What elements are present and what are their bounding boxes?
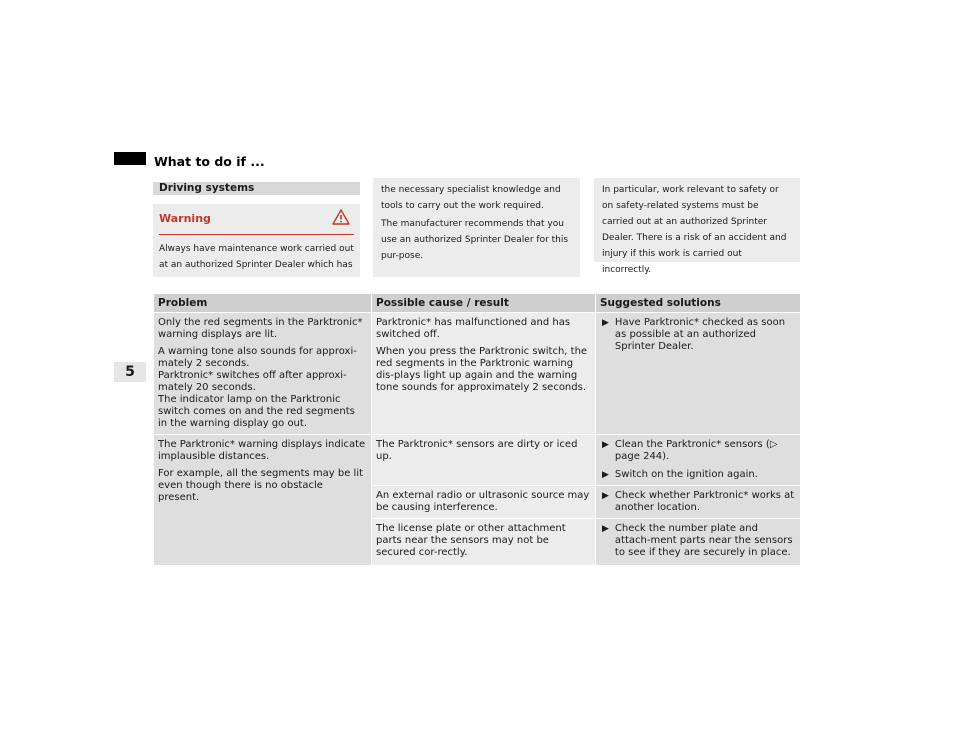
warning-divider bbox=[159, 234, 354, 235]
solution-item bbox=[602, 523, 796, 559]
solution-item bbox=[602, 439, 796, 463]
info-box-safety bbox=[594, 178, 800, 275]
problem-text: The Parktronic* warning displays indicate implausible distances. bbox=[158, 439, 366, 462]
solution-cell bbox=[596, 486, 801, 519]
arrow-bullet-icon: ▶ bbox=[602, 318, 609, 328]
problem-text: A warning tone also sounds for approxi-mately 2 seconds. Parktronic* switches off after approxi-mately 20 seconds. The indicator lamp on the Parktronic switch comes on and the red segments in the warning display go out. bbox=[158, 346, 357, 429]
info-paragraph: The manufacturer recommends that you use an authorized Sprinter Dealer for this pur-pose. bbox=[381, 219, 569, 261]
info-box-continued bbox=[373, 178, 580, 277]
info-paragraph: the necessary specialist knowledge and tools to carry out the work required. bbox=[381, 185, 561, 211]
arrow-bullet-icon: ▶ bbox=[602, 440, 609, 450]
solution-text: Clean the Parktronic* sensors (▷ page 244). bbox=[614, 439, 778, 462]
cause-text: When you press the Parktronic switch, the red segments in the Parktronic warning dis-plays light up again and the warning tone sounds for approximately 2 seconds. bbox=[376, 346, 588, 393]
solution-cell bbox=[596, 435, 801, 486]
solution-item bbox=[602, 469, 796, 481]
warning-title: Warning bbox=[159, 212, 211, 225]
cause-text: The Parktronic* sensors are dirty or iced up. bbox=[376, 439, 578, 462]
problem-text: For example, all the segments may be lit even though there is no obstacle present. bbox=[158, 468, 364, 503]
solution-cell bbox=[596, 519, 801, 566]
column-header-solutions: Suggested solutions bbox=[596, 294, 801, 313]
cause-cell bbox=[372, 313, 596, 435]
cause-cell bbox=[372, 435, 596, 486]
solution-text: Check whether Parktronic* works at another location. bbox=[614, 490, 795, 513]
solution-item bbox=[602, 317, 796, 353]
column-header-cause: Possible cause / result bbox=[372, 294, 596, 313]
info-paragraph: In particular, work relevant to safety or on safety-related systems must be carried out at an authorized Sprinter Dealer. There is a risk of an accident and injury if this work is carried out incorrectly. bbox=[602, 185, 787, 275]
cause-text: Parktronic* has malfunctioned and has switched off. bbox=[376, 317, 571, 340]
problem-text: Only the red segments in the Parktronic* warning displays are lit. bbox=[158, 317, 363, 340]
solution-item bbox=[602, 490, 796, 514]
table-row bbox=[154, 313, 801, 435]
solution-text: Switch on the ignition again. bbox=[614, 469, 758, 480]
solution-cell bbox=[596, 313, 801, 435]
arrow-bullet-icon: ▶ bbox=[602, 491, 609, 501]
cause-text: The license plate or other attachment parts near the sensors may not be secured cor-rectly. bbox=[376, 523, 566, 558]
cause-cell bbox=[372, 519, 596, 566]
chapter-number: 5 bbox=[114, 362, 146, 382]
arrow-bullet-icon: ▶ bbox=[602, 470, 609, 480]
arrow-bullet-icon: ▶ bbox=[602, 524, 609, 534]
warning-box bbox=[153, 204, 360, 277]
chapter-tab-marker bbox=[114, 152, 146, 165]
section-title: Driving systems bbox=[153, 182, 360, 195]
cause-cell bbox=[372, 486, 596, 519]
page-title: What to do if ... bbox=[154, 154, 265, 169]
warning-text: Always have maintenance work carried out at an authorized Sprinter Dealer which has bbox=[159, 244, 354, 270]
solution-text: Check the number plate and attach-ment parts near the sensors to see if they are securely in place. bbox=[614, 523, 793, 558]
troubleshooting-table bbox=[153, 293, 801, 566]
cause-text: An external radio or ultrasonic source may be causing interference. bbox=[376, 490, 590, 513]
problem-cell bbox=[154, 435, 372, 566]
problem-cell bbox=[154, 313, 372, 435]
warning-triangle-icon bbox=[332, 209, 350, 229]
table-row bbox=[154, 435, 801, 486]
table-header-row bbox=[154, 294, 801, 313]
solution-text: Have Parktronic* checked as soon as possible at an authorized Sprinter Dealer. bbox=[614, 317, 786, 352]
column-header-problem: Problem bbox=[154, 294, 372, 313]
